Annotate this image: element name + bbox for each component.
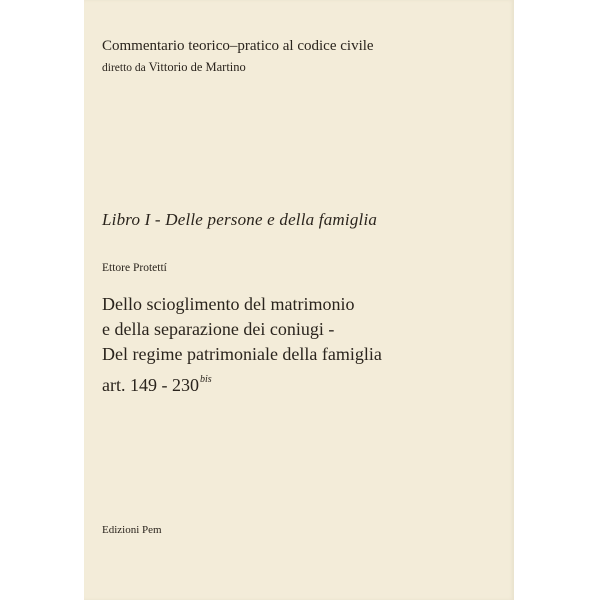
- book-title-page: [84, 0, 514, 600]
- main-title-line-2: e della separazione dei coniugi -: [102, 319, 335, 339]
- volume-title: Libro I - Delle persone e della famiglia: [102, 210, 378, 229]
- publisher-name: Edizioni Pem: [102, 524, 162, 536]
- main-title-line-1: Dello scioglimento del matrimonio: [102, 294, 355, 314]
- series-director: Vittorio de Martino: [148, 60, 246, 74]
- series-editor-line: [102, 60, 246, 75]
- author-name: Ettore Protettí: [102, 262, 167, 274]
- directed-by-label: diretto da: [102, 62, 146, 74]
- main-title: [102, 292, 382, 367]
- series-title: Commentario teorico–pratico al codice civile: [102, 38, 374, 54]
- article-range-superscript: bis: [199, 374, 212, 385]
- article-range: [102, 375, 212, 396]
- article-range-text: art. 149 - 230: [102, 375, 199, 395]
- main-title-line-3: Del regime patrimoniale della famiglia: [102, 344, 382, 364]
